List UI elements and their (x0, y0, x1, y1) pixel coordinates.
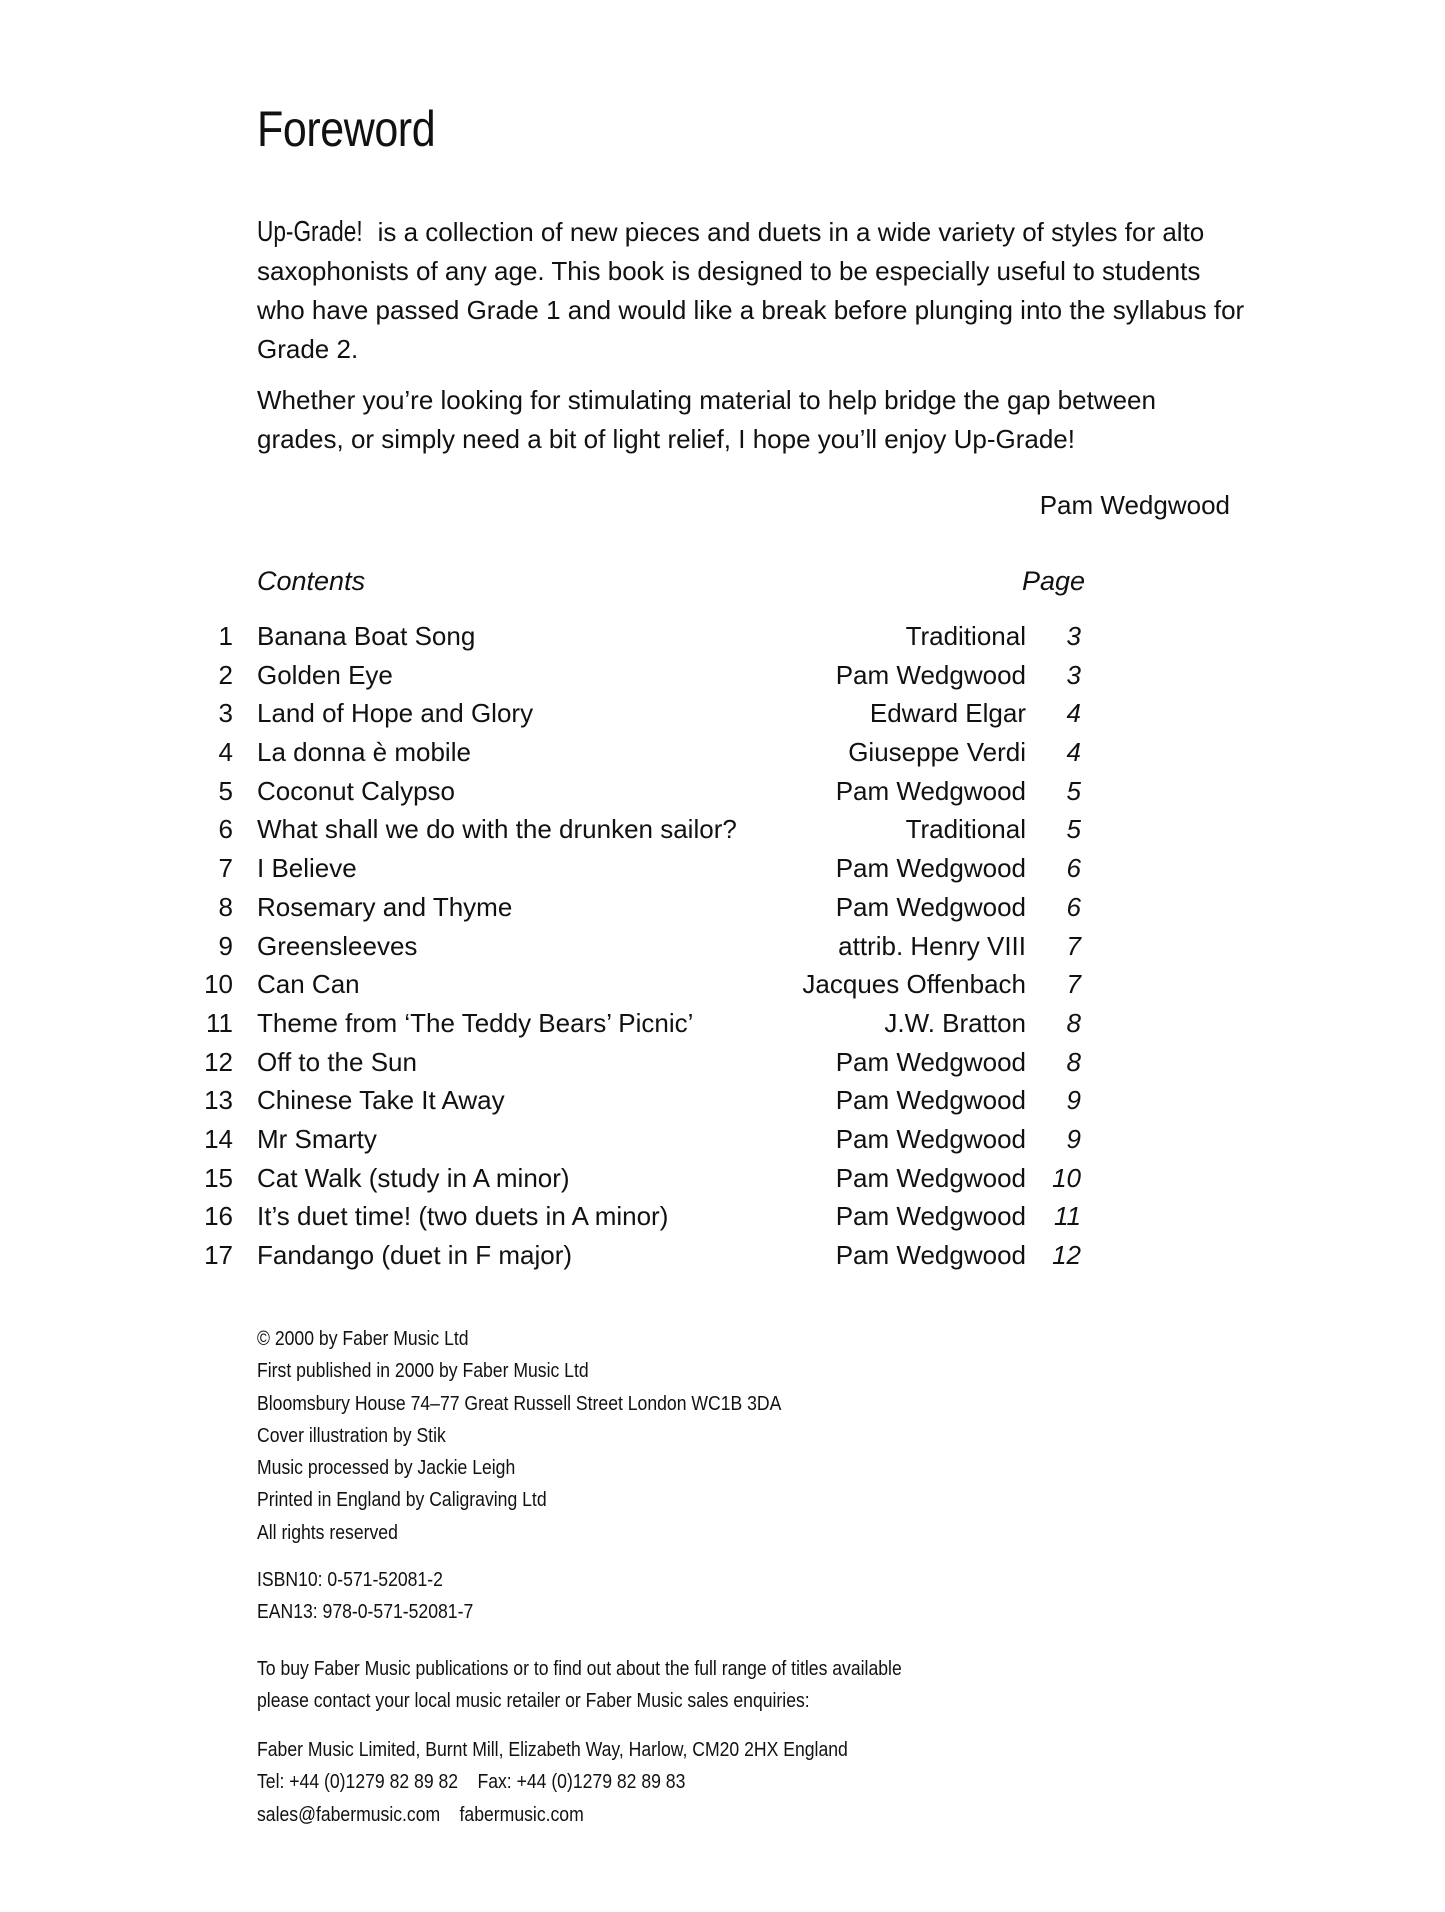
contents-composer: Pam Wedgwood (835, 1201, 1026, 1232)
page-title: Foreword (257, 101, 436, 157)
contents-number: 4 (218, 737, 233, 768)
publisher-address-line: Bloomsbury House 74–77 Great Russell Street London WC1B 3DA (257, 1392, 782, 1415)
contact-info (257, 1734, 848, 1831)
contents-row (195, 1236, 1095, 1275)
isbn-info (257, 1564, 473, 1629)
contents-composer: attrib. Henry VIII (838, 930, 1026, 961)
contents-composer: Edward Elgar (869, 698, 1026, 729)
isbn10-line: ISBN10: 0-571-52081-2 (257, 1569, 443, 1591)
contents-title: Cat Walk (study in A minor) (257, 1162, 570, 1193)
contents-number: 17 (204, 1240, 233, 1270)
cover-credit-line: Cover illustration by Stik (257, 1424, 446, 1447)
contents-row (195, 656, 1095, 695)
contents-title: Chinese Take It Away (257, 1085, 505, 1116)
contents-composer: Traditional (905, 621, 1026, 651)
contents-title: I Believe (257, 853, 357, 884)
contents-row (195, 1004, 1095, 1043)
contents-composer: Pam Wedgwood (835, 1162, 1026, 1193)
email-link[interactable]: sales@fabermusic.com (257, 1803, 441, 1826)
contents-composer: Pam Wedgwood (835, 853, 1026, 884)
contents-page-number: 9 (1066, 1085, 1081, 1116)
music-credit-line: Music processed by Jackie Leigh (257, 1457, 516, 1480)
purchase-line-2: please contact your local music retailer or Faber Music sales enquiries: (257, 1690, 810, 1713)
website-link[interactable]: fabermusic.com (459, 1803, 584, 1826)
contents-number: 6 (218, 814, 233, 845)
contents-page-number: 5 (1066, 775, 1081, 806)
contents-number: 14 (204, 1123, 233, 1154)
fax: Fax: +44 (0)1279 82 89 83 (477, 1771, 686, 1794)
contents-number: 13 (204, 1085, 233, 1116)
contents-title: Mr Smarty (257, 1123, 377, 1154)
contents-row (195, 1120, 1095, 1159)
contents-composer: Pam Wedgwood (835, 1123, 1026, 1154)
contents-page-number: 8 (1066, 1046, 1081, 1077)
printer-line: Printed in England by Caligraving Ltd (257, 1489, 547, 1512)
rights-line: All rights reserved (257, 1521, 398, 1544)
contents-number: 15 (204, 1162, 233, 1193)
contents-page-number: 3 (1066, 659, 1081, 690)
contents-page-number: 6 (1066, 853, 1081, 884)
contents-title: Coconut Calypso (257, 775, 455, 806)
contents-list (195, 617, 1095, 1275)
contents-page-number: 12 (1052, 1240, 1081, 1270)
contents-row (195, 1043, 1095, 1082)
contents-page-number: 7 (1066, 969, 1081, 1000)
contents-composer: Traditional (905, 814, 1026, 845)
contents-number: 16 (204, 1201, 233, 1232)
purchase-line-1: To buy Faber Music publications or to find out about the full range of titles available (257, 1658, 902, 1680)
contents-number: 7 (218, 853, 233, 884)
ean13-line: EAN13: 978-0-571-52081-7 (257, 1601, 474, 1624)
contents-composer: Pam Wedgwood (835, 1046, 1026, 1077)
contents-composer: Pam Wedgwood (835, 891, 1026, 922)
contents-row (195, 1081, 1095, 1120)
contents-title: La donna è mobile (257, 737, 471, 768)
contents-number: 2 (218, 659, 233, 690)
first-published-line: First published in 2000 by Faber Music Ltd (257, 1360, 589, 1383)
contents-composer: Pam Wedgwood (835, 1085, 1026, 1116)
contents-title: Theme from ‘The Teddy Bears’ Picnic’ (257, 1007, 694, 1038)
contents-page-number: 7 (1066, 930, 1081, 961)
contents-title: Land of Hope and Glory (257, 698, 534, 729)
contents-row (195, 694, 1095, 733)
contents-number: 8 (218, 891, 233, 922)
contents-page-number: 4 (1066, 698, 1081, 729)
contents-composer: Pam Wedgwood (835, 1240, 1026, 1270)
contents-row (195, 927, 1095, 966)
contents-number: 3 (218, 698, 233, 729)
contents-number: 1 (218, 621, 233, 651)
purchase-info (257, 1653, 902, 1718)
contents-row (195, 617, 1095, 656)
web-contact-line (257, 1799, 848, 1831)
contents-number: 10 (204, 969, 233, 1000)
contents-composer: Pam Wedgwood (835, 775, 1026, 806)
contents-page-number: 10 (1052, 1162, 1081, 1193)
brand-name: Up-Grade! (257, 216, 363, 248)
contents-title: What shall we do with the drunken sailor? (257, 814, 737, 845)
contents-title: Fandango (duet in F major) (257, 1240, 573, 1270)
contents-number: 12 (204, 1046, 233, 1077)
intro-paragraph-2: Whether you’re looking for stimulating material to help bridge the gap between grades, or simply need a bit of light relief, I hope you’ll enjoy Up-Grade! (257, 385, 1156, 454)
contents-title: Banana Boat Song (257, 621, 476, 651)
contents-page-number: 4 (1066, 737, 1081, 768)
contents-number: 11 (206, 1007, 233, 1038)
contents-row (195, 888, 1095, 927)
phone-fax-line (257, 1766, 848, 1798)
contents-title: Golden Eye (257, 659, 393, 690)
contents-page-number: 3 (1066, 621, 1081, 651)
contents-row (195, 772, 1095, 811)
telephone: Tel: +44 (0)1279 82 89 82 (257, 1771, 459, 1794)
author-signature: Pam Wedgwood (1039, 490, 1230, 520)
contents-title: Can Can (257, 969, 360, 1000)
contents-heading: Contents (257, 566, 366, 596)
contents-composer: Jacques Offenbach (802, 969, 1026, 1000)
contents-title: Rosemary and Thyme (257, 891, 513, 922)
contents-row (195, 810, 1095, 849)
contents-page-number: 6 (1066, 891, 1081, 922)
contents-row (195, 1197, 1095, 1236)
intro-paragraph-1 (257, 213, 1247, 369)
page-column-heading: Page (1021, 566, 1085, 596)
contents-composer: Pam Wedgwood (835, 659, 1026, 690)
contents-title: Off to the Sun (257, 1046, 417, 1077)
contents-page-number: 8 (1066, 1007, 1081, 1038)
publication-info (257, 1323, 781, 1549)
contents-page-number: 5 (1066, 814, 1081, 845)
contents-row (195, 849, 1095, 888)
contents-row (195, 733, 1095, 772)
contents-title: It’s duet time! (two duets in A minor) (257, 1201, 669, 1232)
company-address-line: Faber Music Limited, Burnt Mill, Elizabeth Way, Harlow, CM20 2HX England (257, 1739, 848, 1761)
contents-row (195, 1159, 1095, 1198)
contents-composer: Giuseppe Verdi (848, 737, 1026, 768)
contents-title: Greensleeves (257, 930, 418, 961)
contents-number: 9 (218, 930, 233, 961)
contents-row (195, 965, 1095, 1004)
copyright-line: © 2000 by Faber Music Ltd (257, 1328, 469, 1350)
contents-page-number: 11 (1054, 1201, 1081, 1232)
contents-composer: J.W. Bratton (884, 1007, 1026, 1038)
contents-number: 5 (218, 775, 233, 806)
contents-page-number: 9 (1066, 1123, 1081, 1154)
intro-paragraph-1-text: is a collection of new pieces and duets in a wide variety of styles for alto saxophonists of any age. This book is designed to be especially useful to students who have passed Grade 1 and would like a break before plunging into the syllabus for Grade 2. (257, 217, 1245, 364)
